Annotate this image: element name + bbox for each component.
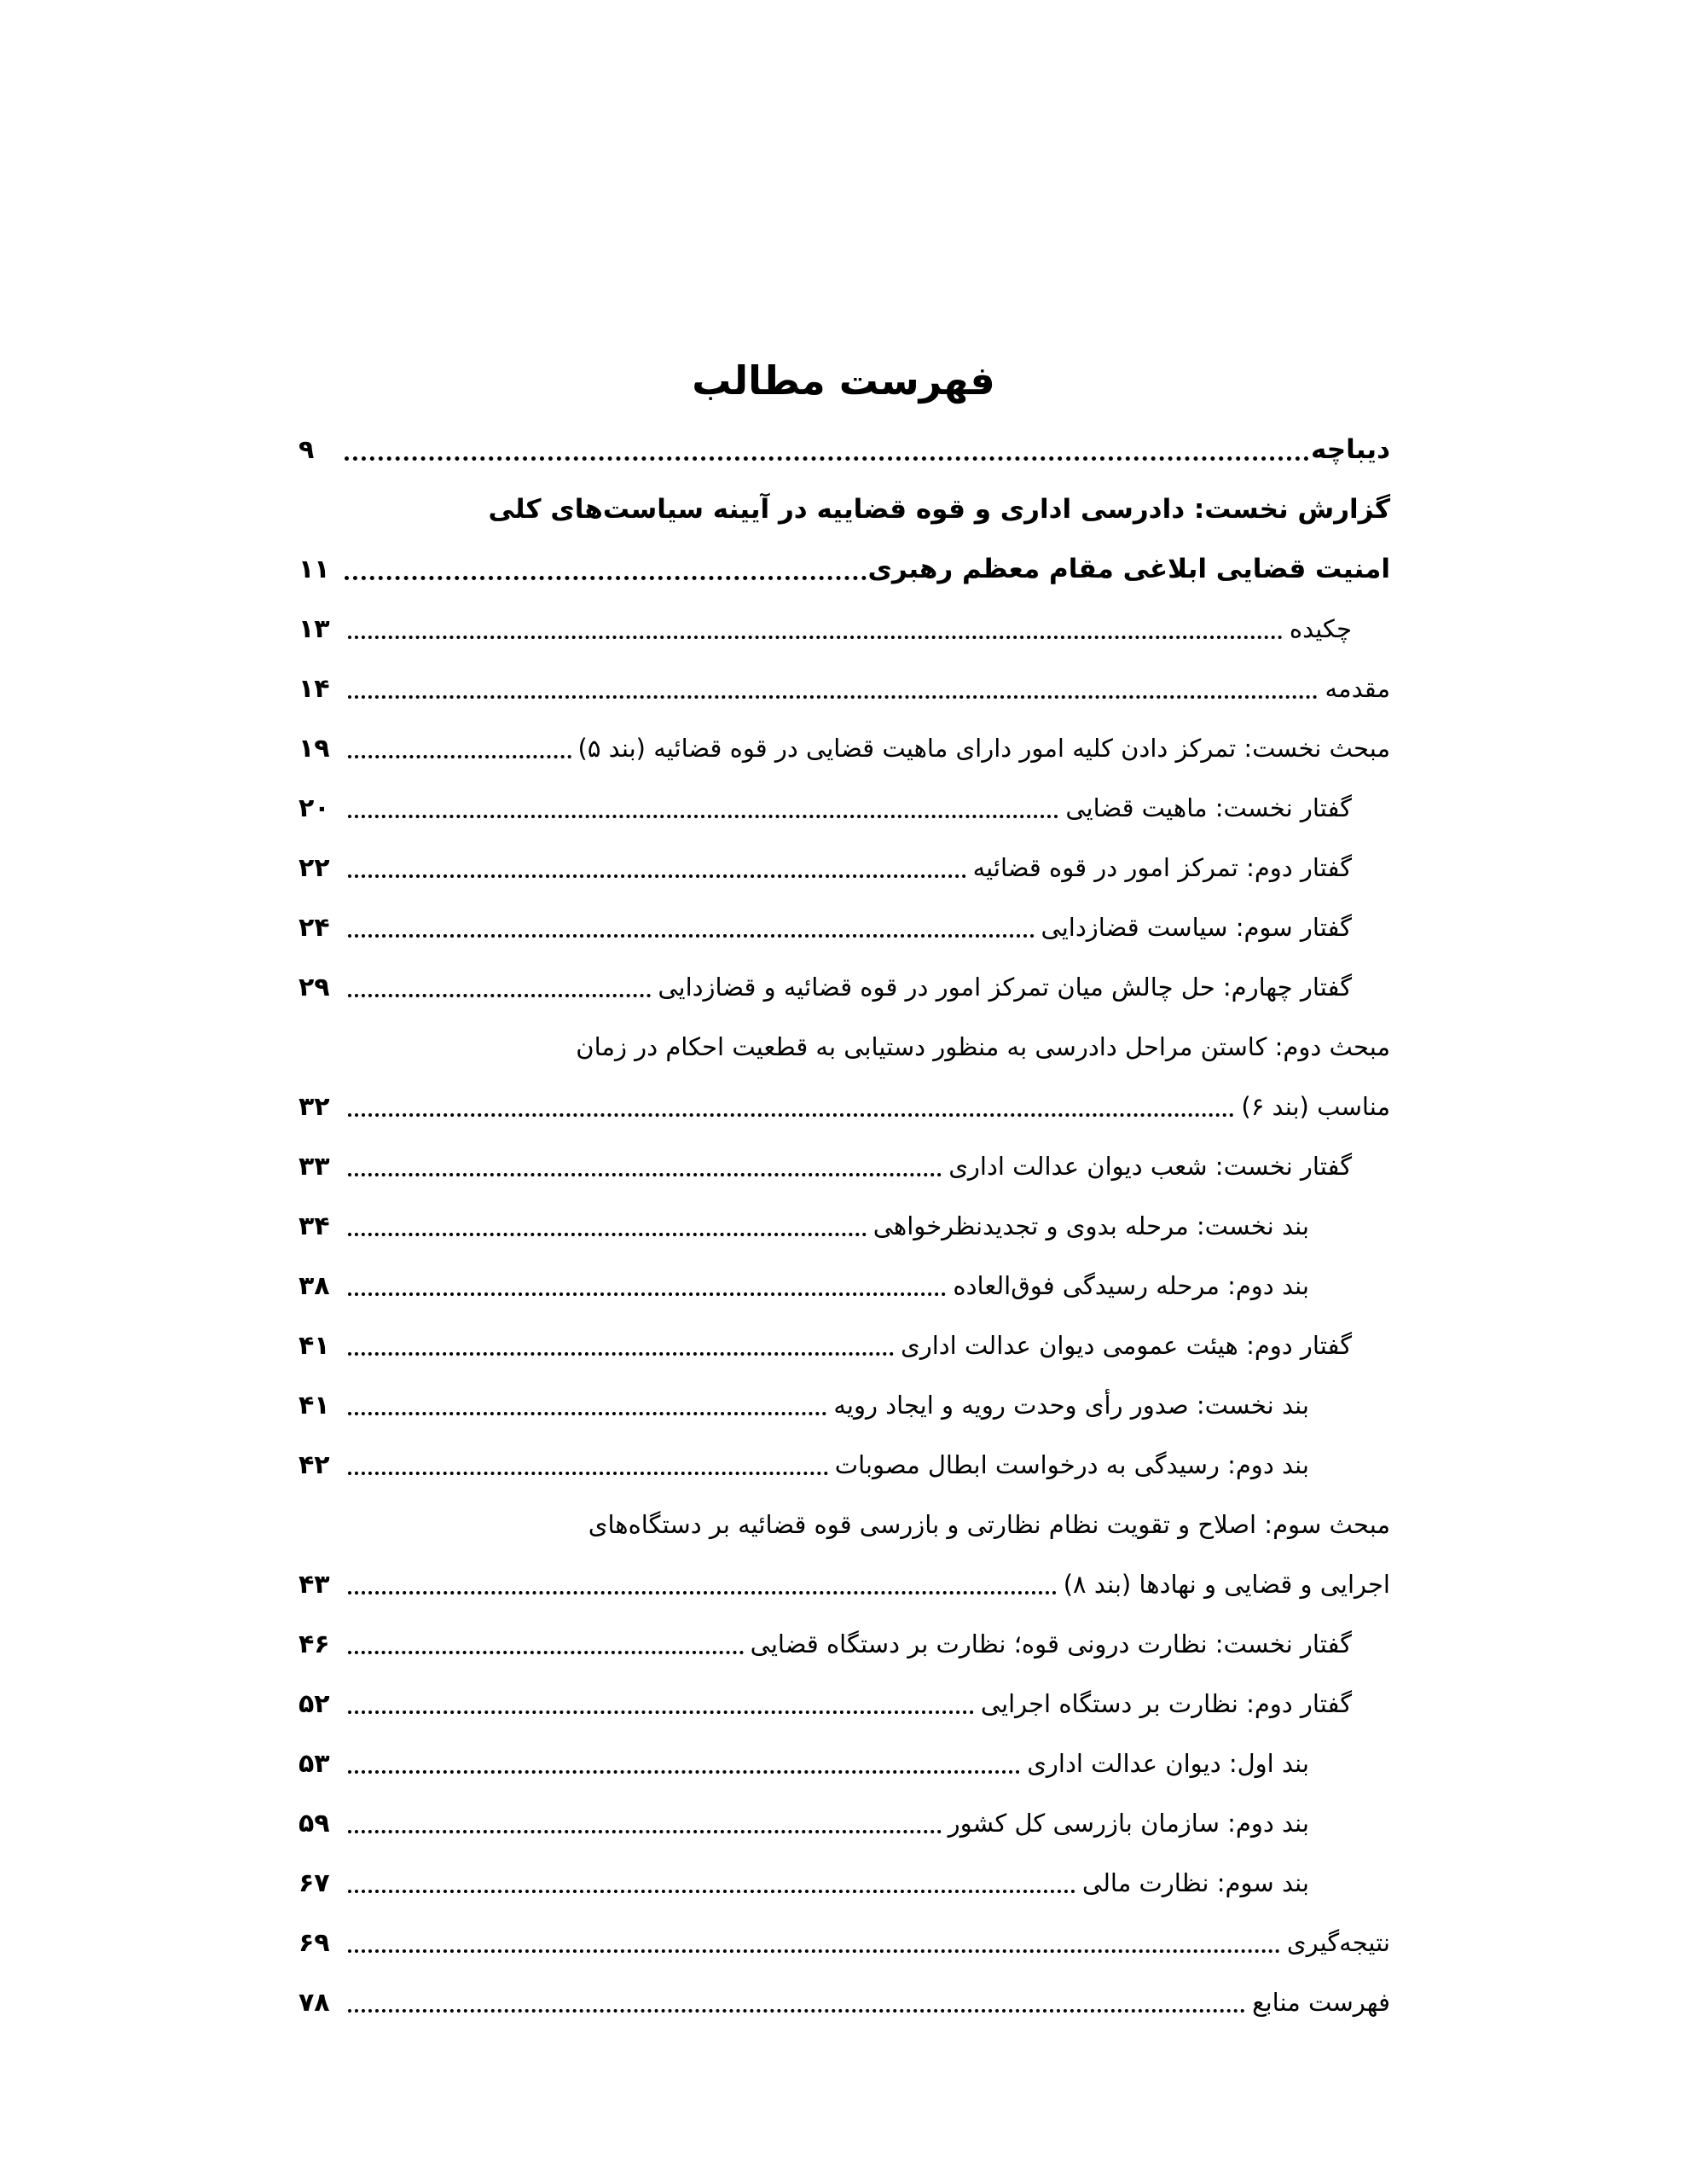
toc-entry-label: گفتار دوم: هیئت عمومی دیوان عدالت اداری	[901, 1330, 1352, 1360]
dot-leader	[348, 994, 651, 997]
dot-leader	[348, 695, 1318, 699]
dot-leader	[348, 1233, 867, 1236]
toc-entry-label: چکیده	[1289, 613, 1352, 643]
dot-leader	[348, 1412, 826, 1415]
toc-entry-label: گفتار دوم: تمرکز امور در قوه قضائیه	[972, 852, 1352, 882]
toc-entry-label: گفتار چهارم: حل چالش میان تمرکز امور در قوه قضائیه و قضازدایی	[658, 972, 1352, 1002]
toc-entry[interactable]	[299, 420, 1390, 479]
toc-entry-continued[interactable]	[299, 1017, 1390, 1077]
dot-leader	[348, 1352, 894, 1356]
toc-page-number: ۱۱	[299, 554, 330, 584]
toc-entry-continued[interactable]	[299, 479, 1390, 539]
toc-entry-label: فهرست منابع	[1252, 1987, 1390, 2017]
toc-page-number: ۲۹	[299, 972, 330, 1002]
toc-page-number: ۷۸	[299, 1987, 330, 2018]
dot-leader	[348, 1890, 1075, 1893]
toc-entry[interactable]	[299, 1972, 1390, 2032]
dot-leader	[348, 755, 571, 758]
dot-leader	[348, 1770, 1020, 1774]
toc-entry[interactable]	[299, 1196, 1390, 1256]
toc-entry[interactable]	[299, 897, 1390, 957]
toc-page-number: ۱۴	[299, 673, 330, 704]
toc-entry-label: بند نخست: صدور رأی وحدت رویه و ایجاد رویه	[833, 1390, 1309, 1420]
toc-entry-label: اجرایی و قضایی و نهادها (بند ۸)	[1063, 1569, 1390, 1599]
toc-page-number: ۱۹	[299, 733, 330, 764]
toc-entry-label: بند دوم: رسیدگی به درخواست ابطال مصوبات	[834, 1449, 1309, 1479]
dot-leader	[348, 1949, 1280, 1953]
dot-leader	[345, 456, 1309, 461]
toc-entry-label: بند نخست: مرحله بدوی و تجدیدنظرخواهی	[872, 1211, 1309, 1240]
toc-entry[interactable]	[299, 957, 1390, 1017]
toc-page-number: ۳۲	[299, 1091, 330, 1122]
toc-entry-label: بند اول: دیوان عدالت اداری	[1027, 1748, 1309, 1778]
toc-entry-label: گفتار نخست: شعب دیوان عدالت اداری	[948, 1151, 1352, 1181]
dot-leader	[348, 1711, 974, 1714]
toc-page-number: ۶۷	[299, 1867, 330, 1898]
toc-page-number: ۴۱	[299, 1330, 330, 1361]
toc-page-number: ۹	[299, 434, 315, 465]
toc-page-number: ۳۸	[299, 1270, 330, 1301]
toc-entry-label: گفتار سوم: سیاست قضازدایی	[1041, 912, 1352, 942]
toc-page-number: ۵۹	[299, 1808, 330, 1838]
dot-leader	[348, 2009, 1245, 2013]
dot-leader	[348, 1830, 942, 1833]
toc-page-number: ۳۴	[299, 1211, 330, 1241]
toc-entry-label: بند سوم: نظارت مالی	[1081, 1867, 1309, 1897]
toc-entry[interactable]	[299, 1435, 1390, 1495]
toc-entry-label: گزارش نخست: دادرسی اداری و قوه قضاییه در آیینه سیاست‌های کلی	[488, 493, 1390, 525]
dot-leader	[348, 636, 1283, 639]
dot-leader	[348, 1292, 946, 1296]
toc-entry-label: مبحث سوم: اصلاح و تقویت نظام نظارتی و بازرسی قوه قضائیه بر دستگاه‌های	[588, 1509, 1390, 1539]
dot-leader	[348, 934, 1035, 938]
toc-entry[interactable]	[299, 1853, 1390, 1913]
toc-entry-label: مبحث نخست: تمرکز دادن کلیه امور دارای ماهیت قضایی در قوه قضائیه (بند ۵)	[577, 733, 1390, 763]
toc-entry-label: مناسب (بند ۶)	[1241, 1091, 1390, 1121]
toc-entry-label: دیباچه	[1311, 433, 1390, 465]
toc-entry[interactable]	[299, 1913, 1390, 1972]
toc-page-number: ۱۳	[299, 613, 330, 644]
toc-entry-continued[interactable]	[299, 1495, 1390, 1554]
toc-page-number: ۲۲	[299, 852, 330, 883]
dot-leader	[348, 1472, 828, 1475]
toc-page-number: ۶۹	[299, 1927, 330, 1958]
toc-entry-label: گفتار دوم: نظارت بر دستگاه اجرایی	[980, 1688, 1352, 1718]
toc-entry-label: گفتار نخست: ماهیت قضایی	[1065, 793, 1352, 822]
toc-entry[interactable]	[299, 1077, 1390, 1136]
table-of-contents	[299, 420, 1390, 2032]
page-title: فهرست مطالب	[692, 357, 995, 404]
dot-leader	[345, 576, 867, 580]
toc-page-number: ۴۳	[299, 1569, 330, 1600]
toc-entry[interactable]	[299, 1316, 1390, 1375]
toc-entry[interactable]	[299, 1136, 1390, 1196]
toc-entry-label: بند دوم: سازمان بازرسی کل کشور	[948, 1808, 1309, 1838]
toc-page-number: ۵۳	[299, 1748, 330, 1779]
toc-entry[interactable]	[299, 1554, 1390, 1614]
toc-entry[interactable]	[299, 838, 1390, 897]
toc-entry[interactable]	[299, 1375, 1390, 1435]
toc-entry[interactable]	[299, 599, 1390, 659]
toc-entry[interactable]	[299, 1614, 1390, 1674]
toc-entry[interactable]	[299, 778, 1390, 838]
toc-entry[interactable]	[299, 659, 1390, 718]
toc-entry-label: مقدمه	[1325, 673, 1390, 703]
toc-entry[interactable]	[299, 1734, 1390, 1793]
toc-page-number: ۵۲	[299, 1688, 330, 1719]
toc-entry[interactable]	[299, 1793, 1390, 1853]
toc-entry-label: نتیجه‌گیری	[1286, 1927, 1390, 1957]
toc-entry-label: امنیت قضایی ابلاغی مقام معظم رهبری	[867, 553, 1390, 584]
toc-entry[interactable]	[299, 539, 1390, 599]
toc-entry[interactable]	[299, 718, 1390, 778]
toc-page-number: ۴۲	[299, 1449, 330, 1480]
toc-entry-label: مبحث دوم: کاستن مراحل دادرسی به منظور دستیابی به قطعیت احکام در زمان	[576, 1031, 1390, 1061]
toc-page-number: ۴۱	[299, 1390, 330, 1420]
dot-leader	[348, 1591, 1057, 1594]
dot-leader	[348, 1651, 744, 1654]
toc-page-number: ۴۶	[299, 1629, 330, 1659]
toc-entry[interactable]	[299, 1674, 1390, 1734]
toc-entry[interactable]	[299, 1256, 1390, 1316]
dot-leader	[348, 1173, 942, 1176]
dot-leader	[348, 874, 966, 878]
dot-leader	[348, 1113, 1234, 1117]
toc-entry-label: گفتار نخست: نظارت درونی قوه؛ نظارت بر دستگاه قضایی	[750, 1629, 1352, 1658]
toc-page-number: ۲۴	[299, 912, 330, 943]
toc-page-number: ۳۳	[299, 1151, 330, 1182]
dot-leader	[348, 815, 1058, 818]
toc-page-number: ۲۰	[299, 793, 330, 823]
toc-entry-label: بند دوم: مرحله رسیدگی فوق‌العاده	[953, 1270, 1309, 1300]
